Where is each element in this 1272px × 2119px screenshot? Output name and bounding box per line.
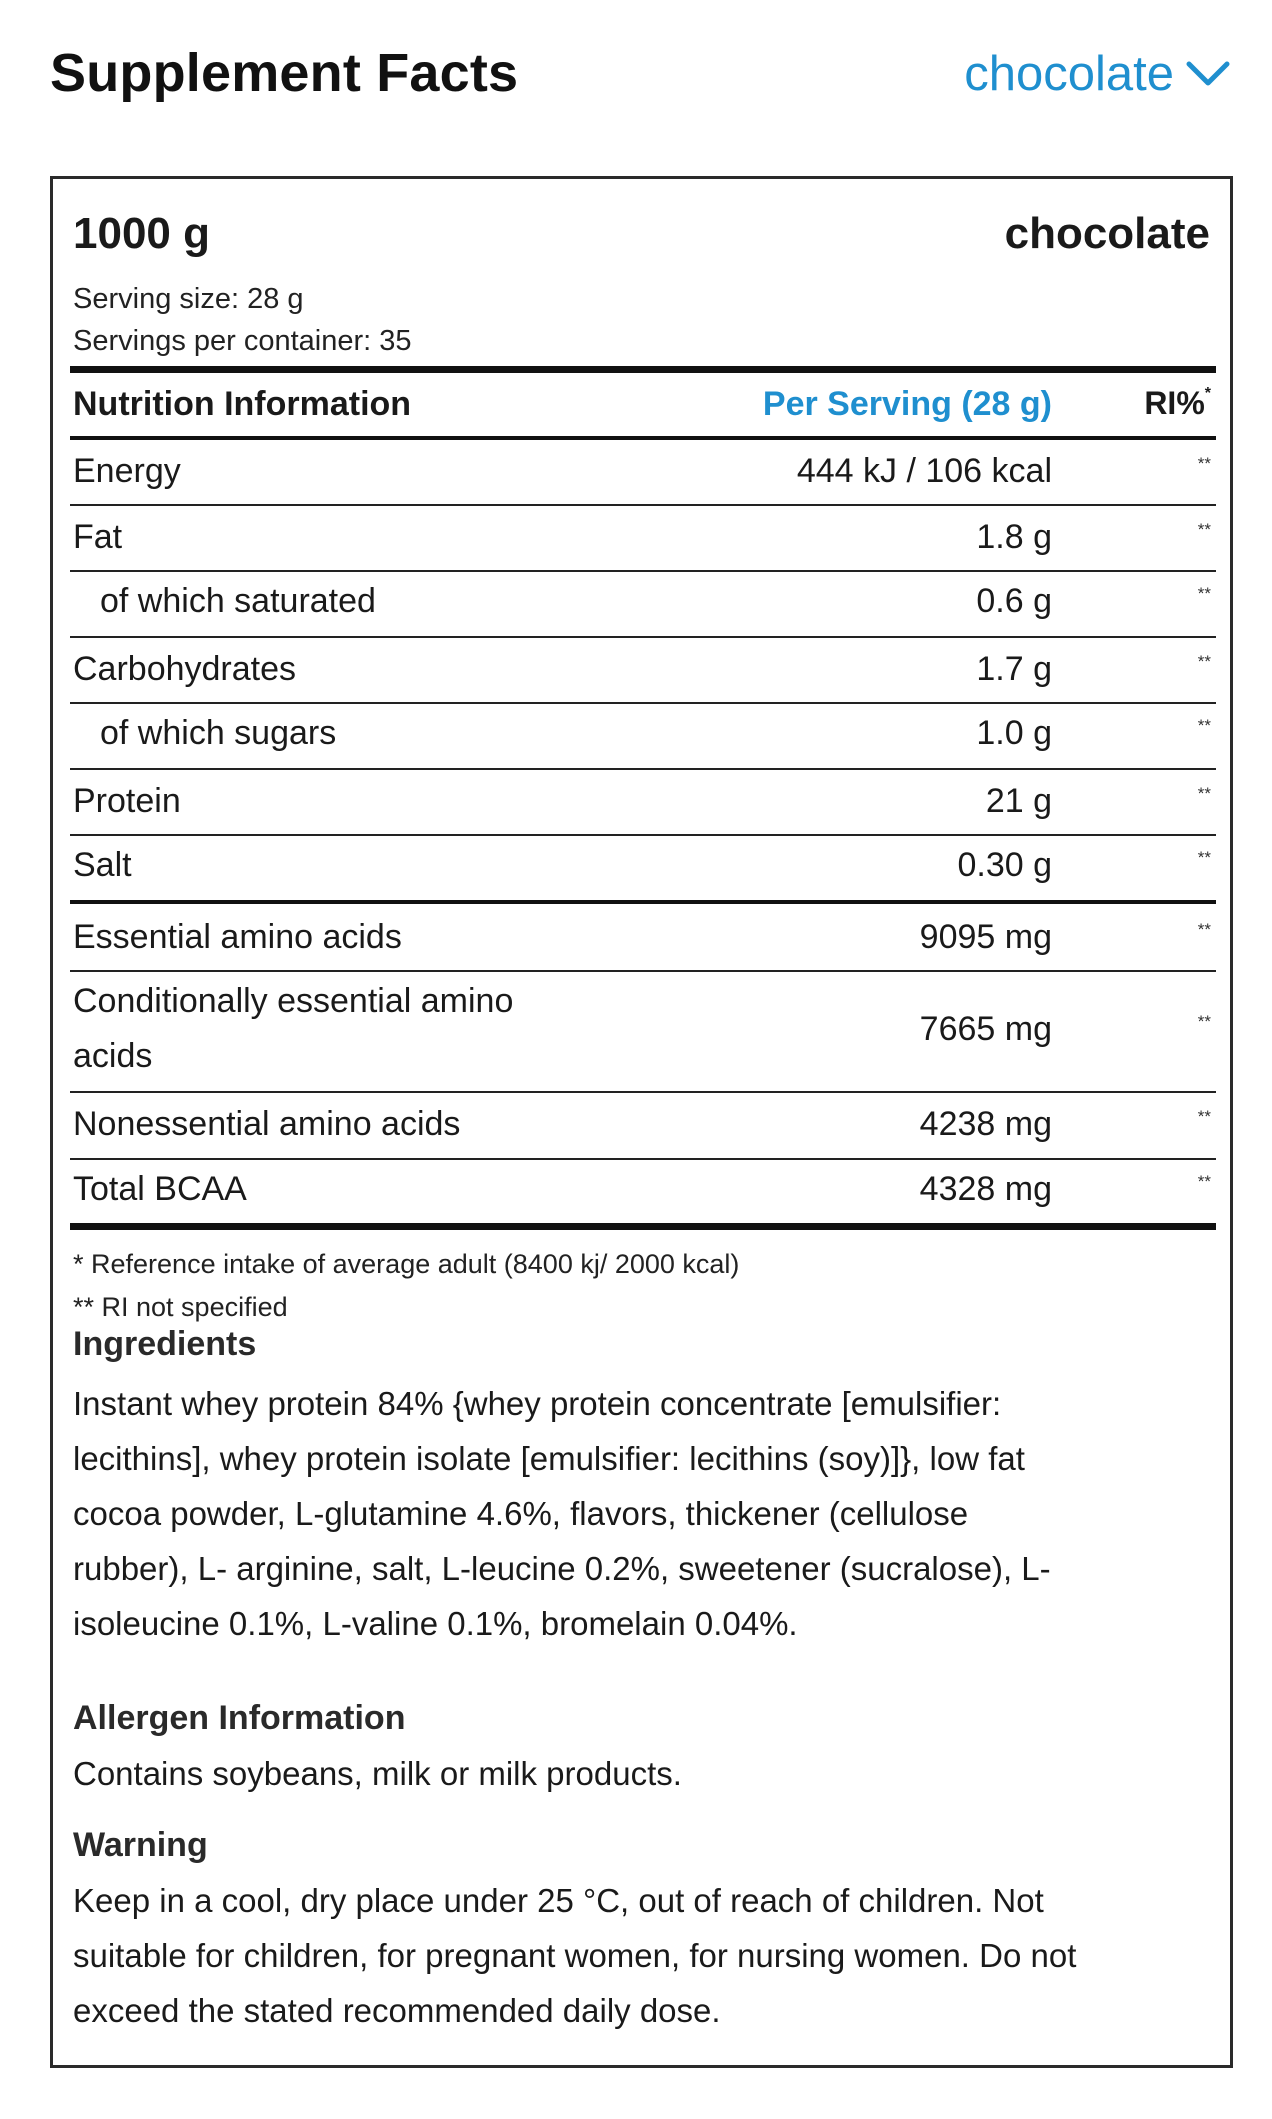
nutrition-table: [70, 366, 1216, 1230]
nutrient-value: 7665 mg: [919, 1010, 1052, 1048]
table-divider: [70, 1223, 1216, 1230]
nutrient-ri: **: [1197, 584, 1211, 603]
ingredients-line: rubber), L- arginine, salt, L-leucine 0.2%, sweetener (sucralose), L-: [73, 1550, 1051, 1587]
flavor-dropdown[interactable]: [964, 46, 1230, 102]
nutrient-name: Protein: [73, 782, 181, 820]
nutrient-name: Conditionally essential amino: [73, 982, 514, 1020]
nutrient-value: 4238 mg: [919, 1105, 1052, 1143]
supplement-facts-panel: [50, 176, 1233, 2068]
ingredients-line: cocoa powder, L-glutamine 4.6%, flavors, thickener (cellulose: [73, 1495, 969, 1532]
warning-line: exceed the stated recommended daily dose.: [73, 1992, 721, 2029]
nutrient-ri: **: [1197, 920, 1211, 939]
nutrient-ri: **: [1197, 1107, 1211, 1126]
nutrient-value: 4328 mg: [919, 1170, 1052, 1208]
nutrient-name: Carbohydrates: [73, 650, 297, 688]
ri-header-mark: *: [1204, 385, 1211, 402]
allergen-title: Allergen Information: [73, 1699, 406, 1737]
nutrient-value: 0.30 g: [957, 846, 1052, 884]
page-title: Supplement Facts: [50, 43, 519, 103]
ri-header-text: RI%: [1144, 385, 1205, 421]
ingredients-section: [73, 1325, 1213, 1651]
nutrient-name: Salt: [73, 846, 132, 884]
nutrient-name: Nonessential amino acids: [73, 1105, 461, 1143]
table-row: [70, 506, 1216, 570]
nutrient-name: of which saturated: [100, 582, 376, 620]
table-row: [70, 972, 1216, 1091]
nutrient-name: Energy: [73, 452, 181, 490]
nutrient-ri: **: [1197, 848, 1211, 867]
warning-title: Warning: [73, 1826, 208, 1864]
allergen-section: [73, 1699, 1213, 1801]
chevron-down-icon: [1186, 59, 1230, 89]
nutrient-ri: **: [1197, 1172, 1211, 1191]
ingredients-line: isoleucine 0.1%, L-valine 0.1%, bromelain 0.04%.: [73, 1605, 798, 1642]
nutrient-name-continued: acids: [73, 1037, 153, 1075]
nutrient-value: 21 g: [985, 782, 1052, 820]
nutrient-value: 1.7 g: [976, 650, 1052, 688]
table-row: [70, 836, 1216, 900]
table-row: [70, 572, 1216, 636]
table-divider: [70, 366, 1216, 373]
nutrient-value: 1.8 g: [976, 518, 1052, 556]
table-row: [70, 904, 1216, 970]
nutrient-value: 1.0 g: [976, 714, 1052, 752]
nutrient-ri: **: [1197, 454, 1211, 473]
nutrient-ri: **: [1197, 784, 1211, 803]
nutrient-name: Fat: [73, 518, 123, 556]
warning-section: [73, 1826, 1213, 2038]
footnote-ri-reference: * Reference intake of average adult (8400 kj/ 2000 kcal): [73, 1249, 740, 1279]
nutrient-ri: **: [1197, 520, 1211, 539]
servings-per-container: Servings per container: 35: [73, 325, 412, 357]
table-row: [70, 770, 1216, 834]
ingredients-line: lecithins], whey protein isolate [emulsifier: lecithins (soy)]}, low fat: [73, 1440, 1025, 1477]
nutrient-name: of which sugars: [100, 714, 337, 752]
net-weight: 1000 g: [73, 209, 210, 258]
column-header-per-serving: Per Serving (28 g): [762, 385, 1052, 423]
table-row: [70, 1093, 1216, 1158]
nutrient-ri: **: [1197, 716, 1211, 735]
column-header-ri: [1144, 385, 1211, 422]
warning-line: Keep in a cool, dry place under 25 °C, out of reach of children. Not: [73, 1882, 1044, 1919]
label-top-row: [73, 209, 1210, 269]
table-header-row: [70, 373, 1216, 436]
table-row: [70, 440, 1216, 504]
nutrient-ri: **: [1197, 652, 1211, 671]
nutrient-value: 0.6 g: [976, 582, 1052, 620]
warning-line: suitable for children, for pregnant women, for nursing women. Do not: [73, 1937, 1077, 1974]
footnotes: [73, 1243, 739, 1329]
nutrient-value: 444 kJ / 106 kcal: [796, 452, 1052, 490]
footnote-ri-not-specified: ** RI not specified: [73, 1292, 288, 1322]
flavor-dropdown-value: chocolate: [964, 47, 1174, 101]
column-header-name: Nutrition Information: [73, 385, 412, 423]
nutrient-ri: **: [1197, 1012, 1211, 1031]
flavor-label: chocolate: [1004, 209, 1210, 258]
page-header: [50, 38, 1230, 108]
table-row: [70, 638, 1216, 702]
nutrient-name: Essential amino acids: [73, 918, 402, 956]
allergen-text: Contains soybeans, milk or milk products.: [73, 1755, 682, 1792]
ingredients-text: [73, 1376, 1213, 1651]
warning-text: [73, 1873, 1213, 2038]
serving-size: Serving size: 28 g: [73, 283, 304, 315]
nutrient-value: 9095 mg: [919, 918, 1052, 956]
ingredients-title: Ingredients: [73, 1325, 257, 1363]
table-row: [70, 704, 1216, 768]
ingredients-line: Instant whey protein 84% {whey protein concentrate [emulsifier:: [73, 1385, 1002, 1422]
nutrient-name: Total BCAA: [73, 1170, 247, 1208]
table-row: [70, 1160, 1216, 1223]
